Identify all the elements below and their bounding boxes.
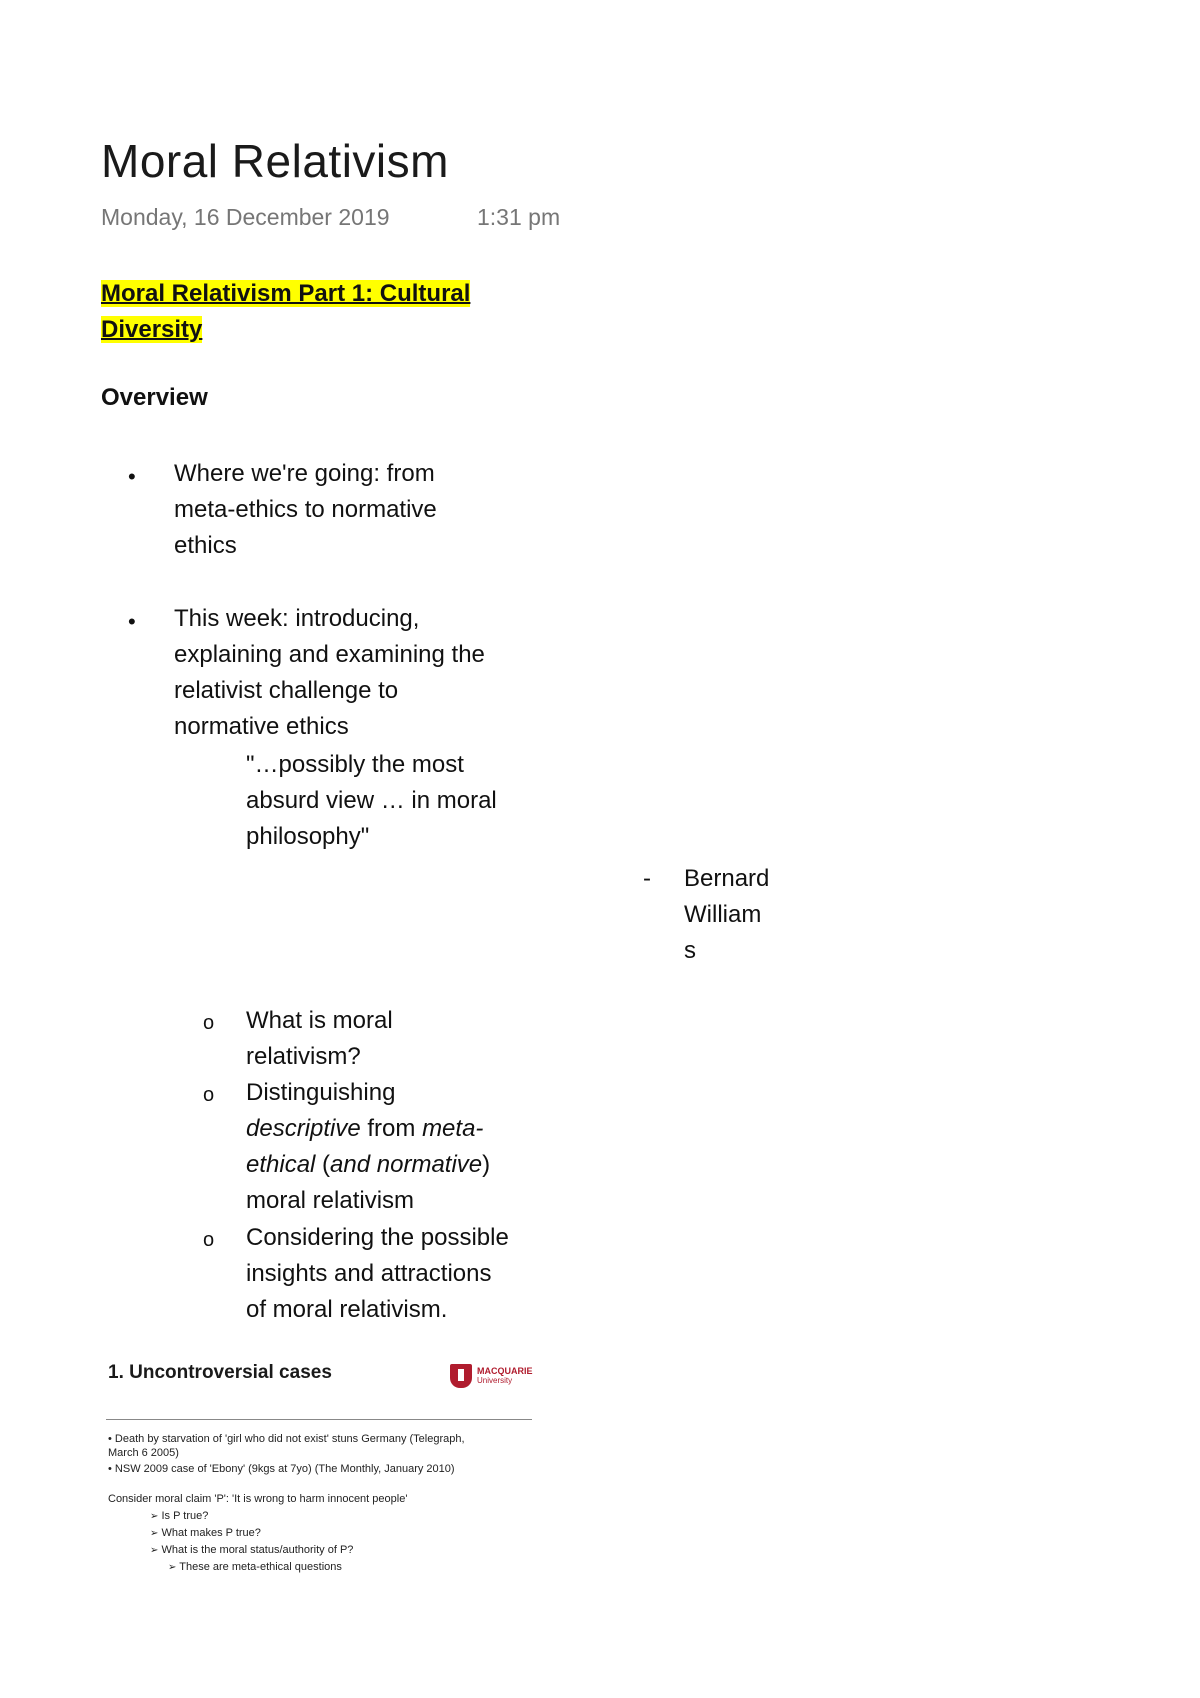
bullet-marker: •	[128, 464, 136, 489]
attribution-line: William	[684, 901, 762, 928]
slide-bullet: • NSW 2009 case of 'Ebony' (9kgs at 7yo) (The Monthly, January 2010)	[108, 1463, 455, 1475]
text: from	[360, 1115, 423, 1142]
logo-sub: University	[477, 1376, 513, 1385]
sub-item-line	[246, 1111, 566, 1147]
sub-item-line	[246, 1147, 566, 1183]
emphasis: descriptive	[246, 1115, 361, 1142]
slide-question	[150, 1509, 208, 1524]
bullet-line: meta-ethics to normative	[174, 496, 437, 523]
sub-item-2	[246, 1075, 566, 1219]
macquarie-logo	[450, 1364, 533, 1388]
subquestion-text: These are meta-ethical questions	[179, 1561, 342, 1573]
slide-question	[150, 1526, 261, 1541]
quote-line: "…possibly the most	[246, 751, 464, 778]
quote-line: absurd view … in moral	[246, 787, 497, 814]
section-heading-line2: Diversity	[101, 316, 203, 343]
overview-heading: Overview	[101, 384, 208, 411]
embedded-slide	[100, 1344, 540, 1594]
sub-item-3	[246, 1220, 566, 1328]
slide-question	[150, 1543, 353, 1558]
sub-item-line: Distinguishing	[246, 1079, 396, 1106]
question-text: What makes P true?	[161, 1527, 261, 1539]
bullet-line: Where we're going: from	[174, 460, 435, 487]
attribution-line: s	[684, 937, 696, 964]
page-title: Moral Relativism	[101, 135, 449, 187]
slide-subquestion	[168, 1560, 342, 1575]
emphasis: ethical	[246, 1151, 316, 1178]
slide-title: 1. Uncontroversial cases	[108, 1362, 332, 1383]
arrow-icon: ➢	[150, 1511, 159, 1522]
slide-bullet: March 6 2005)	[108, 1447, 179, 1459]
sub-item-line: of moral relativism.	[246, 1296, 448, 1323]
page-date: Monday, 16 December 2019	[101, 204, 390, 230]
question-text: Is P true?	[161, 1510, 209, 1522]
bullet-line: relativist challenge to	[174, 677, 399, 704]
sub-bullet-marker: o	[203, 1229, 215, 1251]
sub-item-line: What is moral	[246, 1007, 393, 1034]
sub-item-line: relativism?	[246, 1043, 361, 1070]
slide-divider	[106, 1419, 532, 1420]
quote-line: philosophy"	[246, 823, 370, 850]
sub-item-line: Considering the possible	[246, 1224, 509, 1251]
shield-icon	[450, 1364, 472, 1388]
bullet-line: ethics	[174, 532, 237, 559]
attribution-line: Bernard	[684, 865, 770, 892]
slide-bullet: • Death by starvation of 'girl who did not exist' stuns Germany (Telegraph,	[108, 1433, 465, 1445]
bullet-line: This week: introducing,	[174, 605, 420, 632]
sub-bullet-marker: o	[203, 1012, 215, 1034]
logo-main: MACQUARIE	[477, 1366, 533, 1376]
bullet-line: normative ethics	[174, 713, 349, 740]
section-heading	[101, 276, 541, 348]
sub-bullet-marker: o	[203, 1084, 215, 1106]
bullet-item-2	[174, 601, 554, 745]
bullet-item-1	[174, 456, 534, 564]
quote-attribution	[684, 861, 784, 969]
emphasis: and normative	[330, 1151, 483, 1178]
text: )	[482, 1151, 491, 1178]
sub-item-line: insights and attractions	[246, 1260, 492, 1287]
text: (	[315, 1151, 331, 1178]
emphasis: meta-	[422, 1115, 484, 1142]
bullet-line: explaining and examining the	[174, 641, 485, 668]
bullet-marker: •	[128, 609, 136, 634]
sub-item-1	[246, 1003, 546, 1075]
section-heading-line1: Moral Relativism Part 1: Cultural	[101, 280, 471, 307]
arrow-icon: ➢	[150, 1545, 159, 1556]
arrow-icon: ➢	[168, 1562, 177, 1573]
logo-text	[477, 1366, 533, 1386]
quote-block	[246, 747, 546, 855]
page-time: 1:31 pm	[477, 204, 561, 230]
sub-item-line: moral relativism	[246, 1187, 415, 1214]
question-text: What is the moral status/authority of P?	[161, 1544, 354, 1556]
arrow-icon: ➢	[150, 1528, 159, 1539]
attribution-dash: -	[643, 865, 651, 892]
slide-claim: Consider moral claim 'P': 'It is wrong to harm innocent people'	[108, 1493, 408, 1505]
